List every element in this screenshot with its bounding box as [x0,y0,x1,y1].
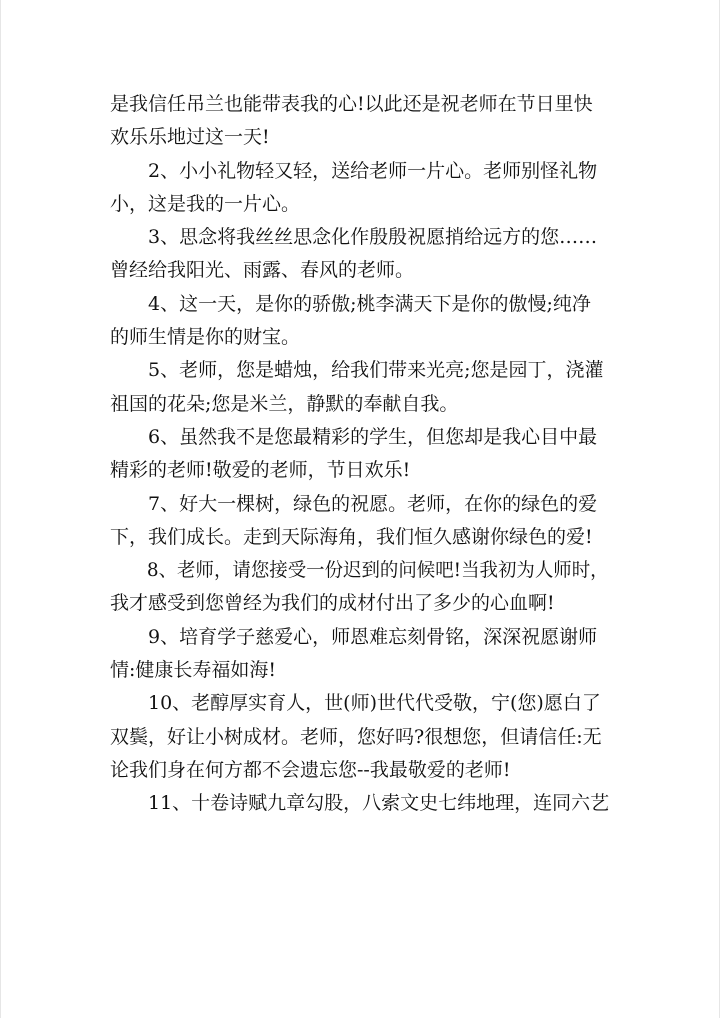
text-line: 8、老师，请您接受一份迟到的问候吧!当我初为人师时， [146,559,609,582]
text-line: 情:健康长寿福如海! [110,659,277,682]
text-line: 下，我们成长。走到天际海角，我们恒久感谢你绿色的爱! [110,525,593,548]
text-line: 5、老师，您是蜡烛，给我们带来光亮;您是园丁，浇灌 [148,359,604,382]
text-line: 3、思念将我丝丝思念化作殷殷祝愿捎给远方的您…… [148,226,598,249]
text-line: 6、虽然我不是您最精彩的学生，但您却是我心目中最 [148,425,598,448]
document-body [110,88,610,821]
text-line: 小，这是我的一片心。 [110,192,301,215]
text-line: 祖国的花朵;您是米兰，静默的奉献自我。 [110,392,459,415]
text-line: 双鬓，好让小树成材。老师，您好吗?很想您，但请信任:无 [110,725,602,748]
text-line: 的师生情是你的财宝。 [110,326,301,349]
text-line: 欢乐乐地过这一天! [110,126,270,149]
text-line: 10、老醇厚实育人，世(师)世代代受敬，宁(您)愿白了 [148,692,601,715]
text-line: 2、小小礼物轻又轻，送给老师一片心。老师别怪礼物 [148,159,598,182]
text-line: 曾经给我阳光、雨露、春风的老师。 [110,259,415,282]
text-line: 是我信任吊兰也能带表我的心!以此还是祝老师在节日里快 [110,93,593,115]
text-line: 论我们身在何方都不会遗忘您--我最敬爱的老师! [110,758,511,781]
text-line: 9、培育学子慈爱心，师恩难忘刻骨铭，深深祝愿谢师 [148,625,598,648]
text-line: 11、十卷诗赋九章勾股，八索文史七纬地理，连同六艺 [148,792,610,815]
text-line: 我才感受到您曾经为我们的成材付出了多少的心血啊! [110,592,555,615]
text-line: 精彩的老师!敬爱的老师，节日欢乐! [110,459,411,482]
text-line: 7、好大一棵树，绿色的祝愿。老师，在你的绿色的爱 [148,492,598,515]
text-line: 4、这一天，是你的骄傲;桃李满天下是你的傲慢;纯净 [148,292,591,315]
